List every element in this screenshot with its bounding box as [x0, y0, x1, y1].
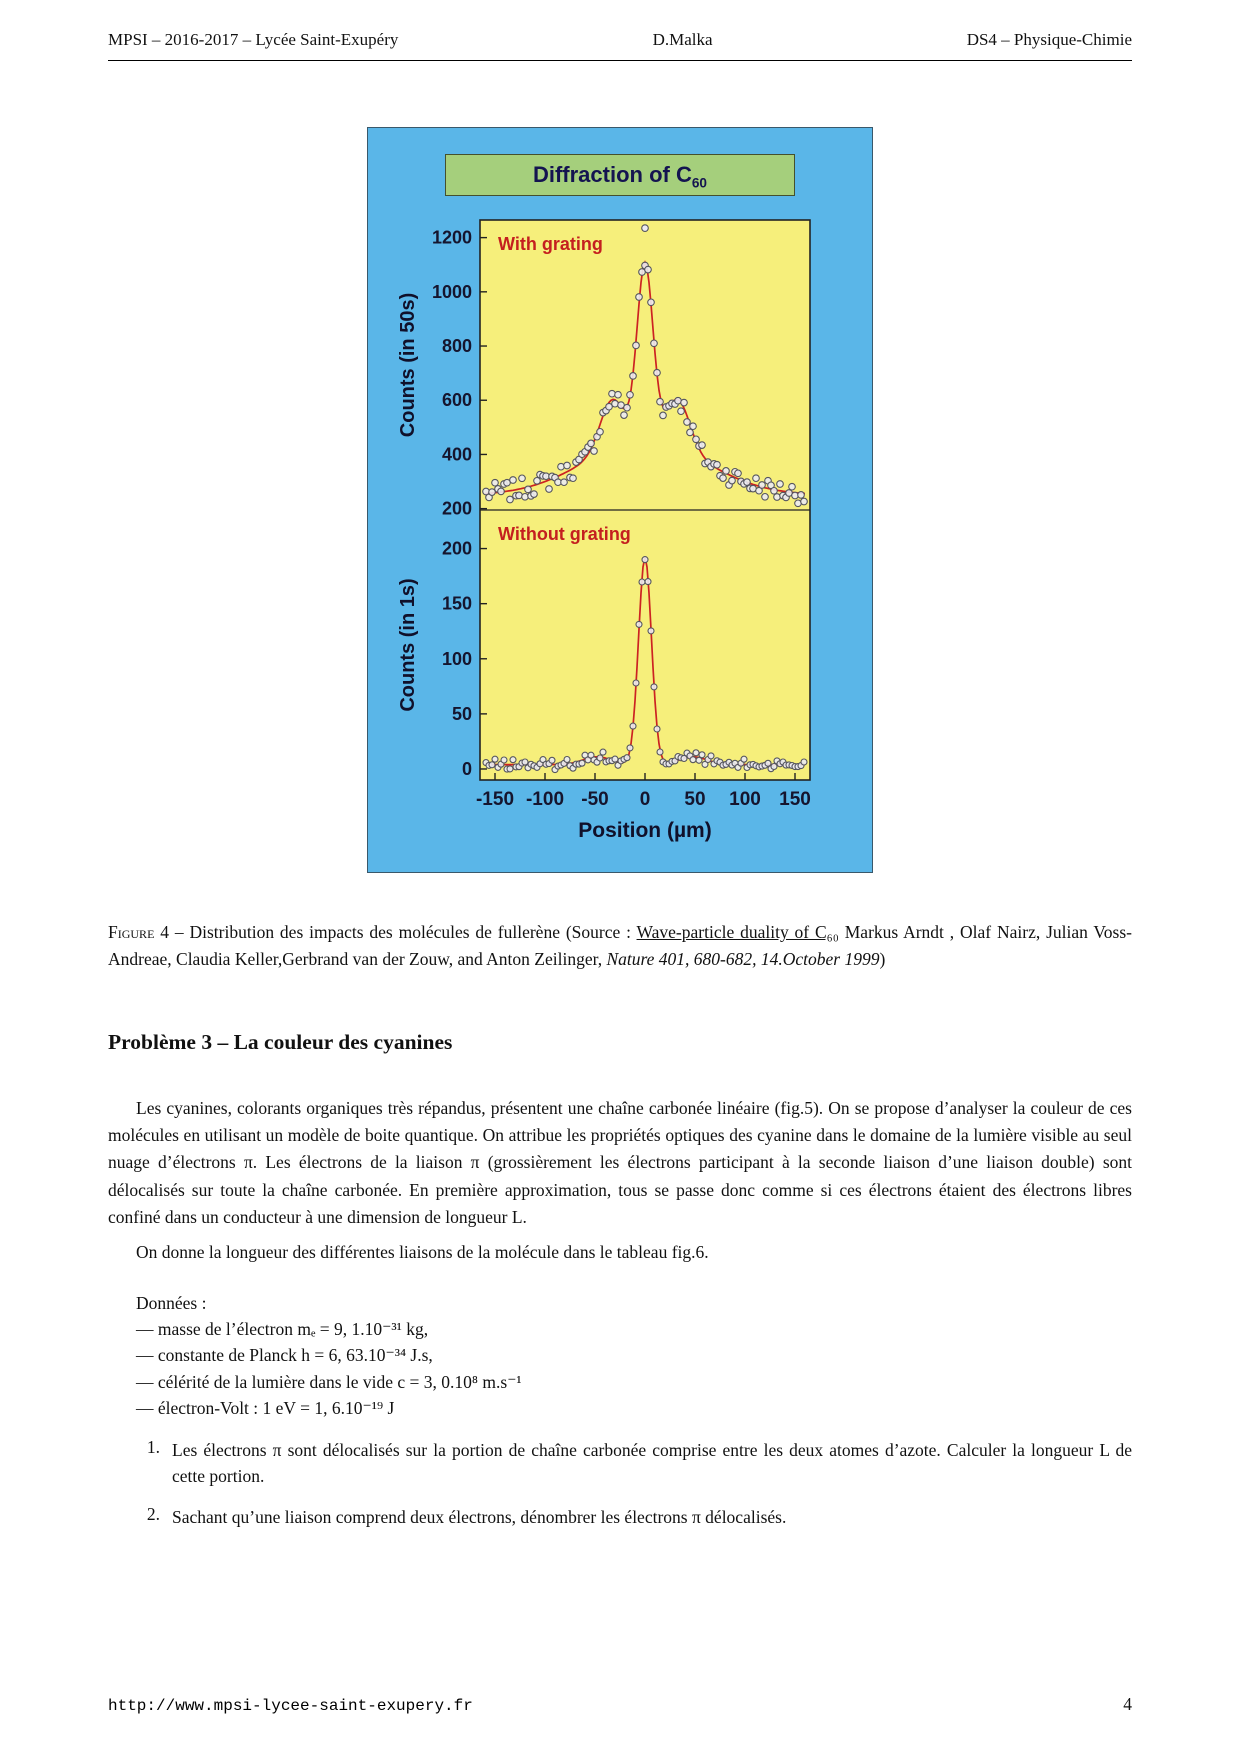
- header-left: MPSI – 2016-2017 – Lycée Saint-Exupéry: [108, 30, 399, 49]
- figure-title-subscript: 60: [691, 175, 708, 191]
- question-2-number: 2.: [146, 1503, 160, 1524]
- figure-4: [108, 127, 1132, 972]
- question-1-text: Les électrons π sont délocalisés sur la portion de chaîne carbonée comprise entre les deux atomes d’azote. Calculer la longueur L de cette portion.: [172, 1440, 1132, 1487]
- svg-text:100: 100: [729, 789, 761, 810]
- caption-journal-ref: Nature 401, 680-682, 14.October 1999: [606, 948, 880, 969]
- svg-text:-50: -50: [581, 789, 609, 810]
- caption-label: Figure 4 –: [108, 922, 190, 942]
- svg-text:Counts (in 1s): Counts (in 1s): [397, 578, 419, 712]
- svg-text:Position (µm): Position (µm): [578, 819, 712, 842]
- data-label: Données :: [136, 1292, 207, 1313]
- svg-text:50: 50: [684, 789, 706, 810]
- header-center: D.Malka: [652, 30, 713, 49]
- figure-caption: [108, 919, 1132, 972]
- svg-text:50: 50: [451, 703, 472, 724]
- constant-electron-mass: — masse de l’électron mₑ = 9, 1.10⁻³¹ kg,: [136, 1319, 429, 1340]
- svg-text:100: 100: [441, 648, 472, 669]
- question-1: [136, 1437, 1132, 1490]
- footer-url-link[interactable]: http://www.mpsi-lycee-saint-exupery.fr: [108, 1697, 473, 1715]
- svg-text:-100: -100: [525, 789, 565, 810]
- intro-paragraph: Les cyanines, colorants organiques très répandus, présentent une chaîne carbonée linéaire (fig.5). On se propose d’analyser la couleur de ces molécules en utilisant un modèle de boite quantique. On attribue les propriétés optiques des cyanine dans le domaine de la lumière visible au seul nuage d’électrons π. Les électrons de la liaison π (grossièrement les électrons participant à la seconde liaison d’une liaison double) sont délocalisés sur toute la chaîne carbonée. En première approximation, tous se passe donc comme si ces électrons étaient des électrons libres confiné dans un conducteur à une dimension de longueur L.: [108, 1098, 1132, 1227]
- svg-text:-150: -150: [475, 789, 515, 810]
- svg-text:0: 0: [639, 789, 651, 810]
- svg-text:400: 400: [441, 444, 472, 465]
- caption-text-close: ): [879, 948, 886, 969]
- svg-text:200: 200: [441, 498, 472, 519]
- svg-text:0: 0: [461, 758, 472, 779]
- constant-light-speed: — célérité de la lumière dans le vide c = 3, 0.10⁸ m.s⁻¹: [136, 1371, 522, 1392]
- figure-title-text: Diffraction of C: [532, 162, 692, 187]
- diffraction-figure-box: [367, 127, 873, 873]
- document-header: [108, 30, 1132, 61]
- svg-text:200: 200: [441, 538, 472, 559]
- svg-text:With grating: With grating: [498, 234, 603, 254]
- figure-title-bar: [445, 154, 795, 196]
- questions-list: [136, 1437, 1132, 1530]
- question-2-text: Sachant qu’une liaison comprend deux électrons, dénombrer les électrons π délocalisés.: [172, 1506, 787, 1527]
- question-2: [136, 1504, 1132, 1530]
- constant-electron-volt: — électron-Volt : 1 eV = 1, 6.10⁻¹⁹ J: [136, 1397, 395, 1418]
- caption-source-title: Wave-particle duality of C₆₀: [636, 922, 839, 942]
- svg-text:1000: 1000: [431, 281, 472, 302]
- caption-text-1: Distribution des impacts des molécules de fullerène (Source :: [189, 922, 637, 942]
- svg-text:1200: 1200: [431, 227, 472, 248]
- page-number: 4: [1123, 1694, 1132, 1714]
- question-1-number: 1.: [146, 1437, 160, 1458]
- caption-authors: Markus Arndt , Olaf Nairz, Julian Voss-Andreae, Claudia Keller,Gerbrand van der Zouw, and Anton Zeilinger,: [108, 922, 1133, 969]
- svg-text:Counts (in 50s): Counts (in 50s): [397, 292, 419, 438]
- svg-text:800: 800: [441, 336, 472, 357]
- svg-text:150: 150: [441, 593, 472, 614]
- svg-text:Without grating: Without grating: [498, 524, 631, 544]
- table-reference-paragraph: On donne la longueur des différentes liaisons de la molécule dans le tableau fig.6.: [136, 1241, 709, 1262]
- header-right: DS4 – Physique-Chimie: [966, 30, 1132, 49]
- svg-text:600: 600: [441, 390, 472, 411]
- document-footer: [108, 1694, 1132, 1715]
- svg-text:150: 150: [779, 789, 811, 810]
- data-constants-block: [136, 1290, 1132, 1421]
- problem-3-heading: Problème 3 – La couleur des cyanines: [108, 1030, 453, 1055]
- constant-planck: — constante de Planck h = 6, 63.10⁻³⁴ J.s,: [136, 1345, 433, 1366]
- diffraction-chart: [368, 206, 872, 866]
